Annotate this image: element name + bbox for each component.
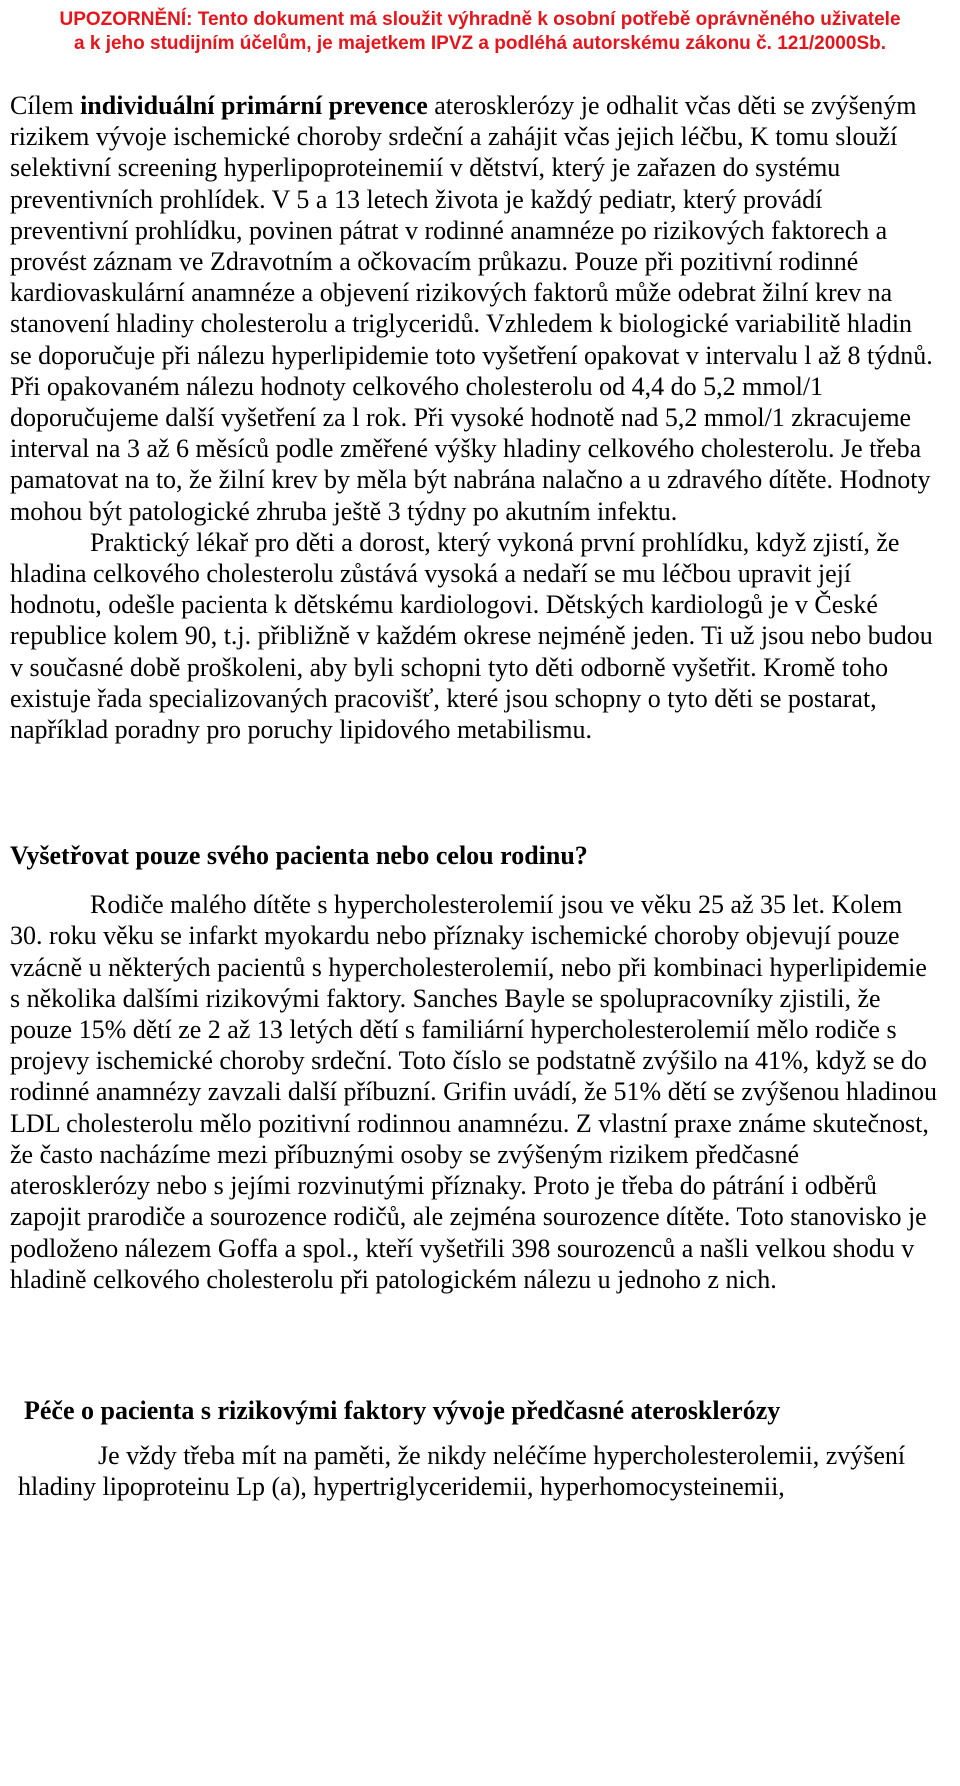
paragraph-family: Rodiče malého dítěte s hypercholesterolemií jsou ve věku 25 až 35 let. Kolem 30. roku věku se infarkt myokardu nebo příznaky ischemické choroby objevují pouze vzácně u některých pacientů s hypercholesterolemií, nebo při kombinaci hyperlipidemie s několika dalšími rizikovými faktory. Sanches Bayle se spolupracovníky zjistili, že pouze 15% dětí ze 2 až 13 letých dětí s familiární hypercholesterolemií mělo rodiče s projevy ischemické choroby srdeční. Toto číslo se podstatně zvýšilo na 41%, když se do rodinné anamnézy zavzali další příbuzní. Grifin uvádí, že 51% dětí se zvýšenou hladinou LDL cholesterolu mělo pozitivní rodinnou anamnézu. Z vlastní praxe známe skutečnost, že často nacházíme mezi příbuznými osoby se zvýšeným rizikem předčasné aterosklerózy nebo s jejími rozvinutými příznaky. Proto je třeba do pátrání i odběrů zapojit prarodiče a sourozence rodičů, ale zejména sourozence dítěte. Toto stanovisko je podloženo nálezem Goffa a spol., kteří vyšetřili 398 sourozenců a našli velkou shodu v hladině celkového cholesterolu při patologickém nálezu u jednoho z nich.	[10, 890, 938, 1294]
section-heading-family: Vyšetřovat pouze svého pacienta nebo celou rodinu?	[10, 841, 588, 871]
notice-line-2: a k jeho studijním účelům, je majetkem IPVZ a podléhá autorskému zákonu č. 121/2000Sb.	[74, 33, 886, 54]
paragraph-rest: aterosklerózy je odhalit včas děti se zvýšeným rizikem vývoje ischemické choroby srdeční a zahájit včas jejich léčbu, K tomu slouží selektivní screening hyperlipoproteinemií v dětství, který je zařazen do systému preventivních prohlídek. V 5 a 13 letech života je každý pediatr, který provádí preventivní prohlídku, povinen pátrat v rodinné anamnéze po rizikových faktorech a provést záznam ve Zdravotním a očkovacím průkazu. Pouze při pozitivní rodinné kardiovaskulární anamnéze a objevení rizikových faktorů může odebrat žilní krev na stanovení hladiny cholesterolu a triglyceridů. Vzhledem k biologické variabilitě hladin se doporučuje při nálezu hyperlipidemie toto vyšetření opakovat v intervalu l až 8 týdnů. Při opakovaném nálezu hodnoty celkového cholesterolu od 4,4 do 5,2 mmol/1 doporučujeme další vyšetření za l rok. Při vysoké hodnotě nad 5,2 mmol/1 zkracujeme interval na 3 až 6 měsíců podle změřené výšky hladiny celkového cholesterolu. Je třeba pamatovat na to, že žilní krev by měla být nabrána nalačno a u zdravého dítěte. Hodnoty mohou být patologické zhruba ještě 3 týdny po akutním infektu.	[10, 91, 933, 526]
copyright-notice	[0, 8, 960, 56]
document-body	[10, 90, 940, 1502]
section-heading-care: Péče o pacienta s rizikovými faktory vývoje předčasné aterosklerózy	[24, 1395, 781, 1425]
notice-line-1: UPOZORNĚNÍ: Tento dokument má sloužit výhradně k osobní potřebě oprávněného uživatele	[59, 9, 901, 30]
paragraph-care: Je vždy třeba mít na paměti, že nikdy neléčíme hypercholesterolemii, zvýšení hladiny lipoproteinu Lp (a), hypertriglyceridemii, hyperhomocysteinemii,	[18, 1440, 906, 1502]
bold-term: individuální primární prevence	[80, 91, 428, 120]
paragraph-practitioner: Praktický lékař pro děti a dorost, který vykoná první prohlídku, když zjistí, že hladina celkového cholesterolu zůstává vysoká a nedaří se mu léčbou upravit její hodnotu, odešle pacienta k dětskému kardiologovi. Dětských kardiologů je v České republice kolem 90, t.j. přibližně v každém okrese nejméně jeden. Ti už jsou nebo budou v současné době proškoleni, aby byli schopni tyto děti odborně vyšetřit. Kromě toho existuje řada specializovaných pracovišť, které jsou schopny o tyto děti se postarat, například poradny pro poruchy lipidového metabilismu.	[10, 527, 933, 745]
paragraph-lead: Cílem	[10, 91, 81, 120]
paragraph-prevention	[10, 90, 940, 527]
